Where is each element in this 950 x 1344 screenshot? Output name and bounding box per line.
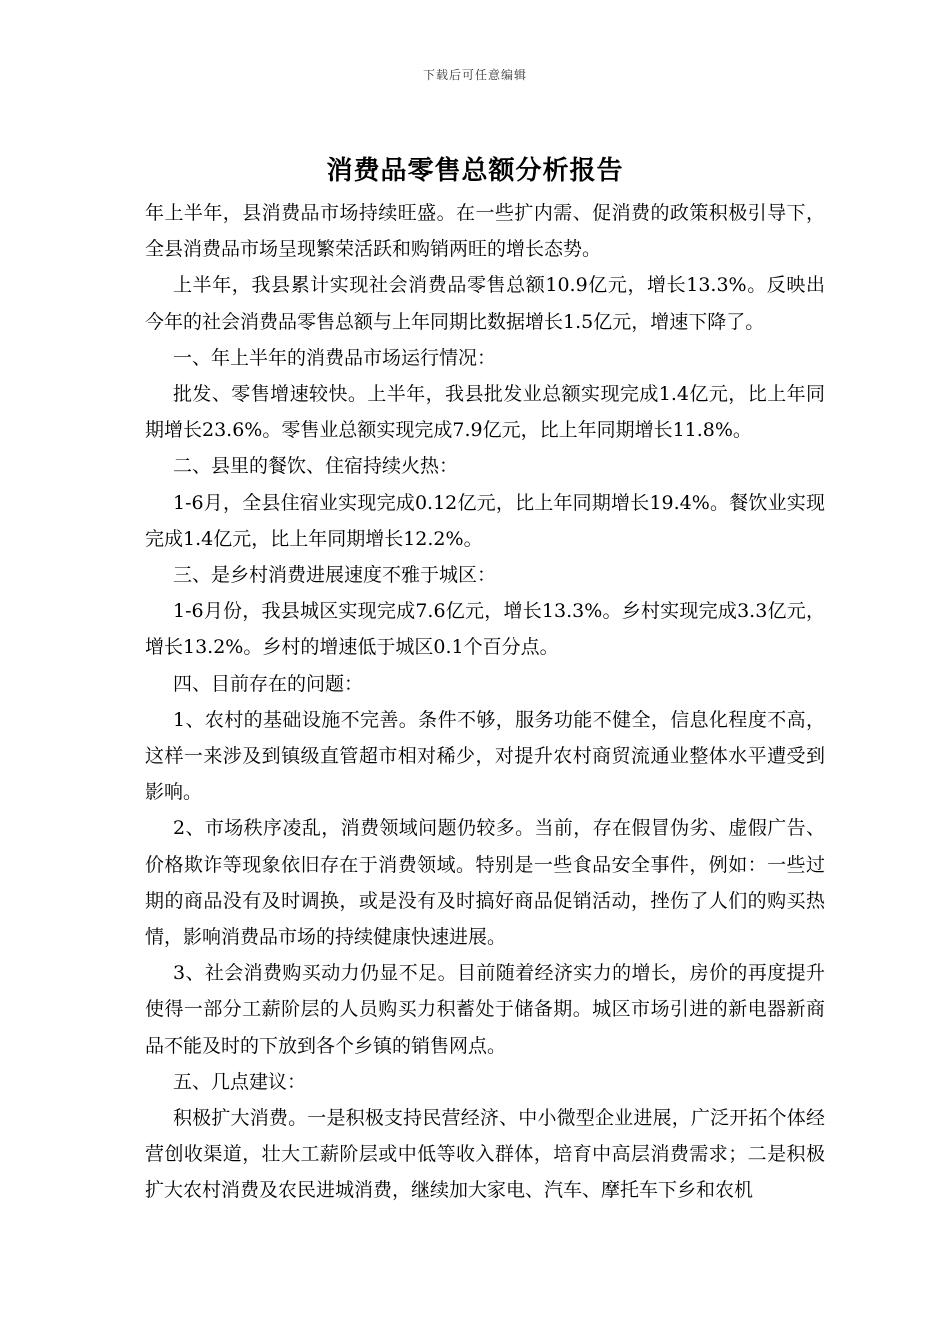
paragraph-intro: 年上半年，县消费品市场持续旺盛。在一些扩内需、促消费的政策积极引导下，全县消费品市场呈现繁荣活跃和购销两旺的增长态势。 — [145, 202, 825, 261]
paragraph-summary: 上半年，我县累计实现社会消费品零售总额10.9亿元，增长13.3%。反映出今年的社会消费品零售总额与上年同期比数据增长1.5亿元，增速下降了。 — [145, 274, 825, 333]
document-body — [145, 195, 825, 1209]
paragraph-suggestion: 积极扩大消费。一是积极支持民营经济、中小微型企业进展，广泛开拓个体经营创收渠道，壮大工薪阶层或中低等收入群体，培育中高层消费需求；二是积极扩大农村消费及农民进城消费，继续加大家电、汽车、摩托车下乡和农机 — [145, 1107, 825, 1202]
paragraph-problem-1: 1、农村的基础设施不完善。条件不够，服务功能不健全，信息化程度不高，这样一来涉及到镇级直管超市相对稀少，对提升农村商贸流通业整体水平遭受到影响。 — [145, 708, 825, 804]
paragraph-urban-rural: 1-6月份，我县城区实现完成7.6亿元，增长13.3%。乡村实现完成3.3亿元，增长13.2%。乡村的增速低于城区0.1个百分点。 — [145, 600, 825, 659]
paragraph-problem-2: 2、市场秩序凌乱，消费领域问题仍较多。当前，存在假冒伪劣、虚假广告、价格欺诈等现象依旧存在于消费领域。特别是一些食品安全事件，例如：一些过期的商品没有及时调换，或是没有及时搞好商品促销活动，挫伤了人们的购买热情，影响消费品市场的持续健康快速进展。 — [145, 817, 825, 949]
paragraph-catering-lodging: 1-6月，全县住宿业实现完成0.12亿元，比上年同期增长19.4%。餐饮业实现完成1.4亿元，比上年同期增长12.2%。 — [145, 491, 825, 550]
section-heading-2: 二、县里的餐饮、住宿持续火热： — [173, 455, 459, 478]
section-heading-5: 五、几点建议： — [173, 1070, 307, 1093]
section-heading-1: 一、年上半年的消费品市场运行情况： — [173, 346, 497, 369]
paragraph-problem-3: 3、社会消费购买动力仍显不足。目前随着经济实力的增长，房价的再度提升使得一部分工薪阶层的人员购买力积蓄处于储备期。城区市场引进的新电器新商品不能及时的下放到各个乡镇的销售网点。 — [145, 962, 825, 1057]
header-note: 下载后可任意编辑 — [422, 68, 527, 82]
document-title: 消费品零售总额分析报告 — [326, 156, 624, 186]
section-heading-3: 三、是乡村消费进展速度不雅于城区： — [173, 564, 497, 587]
section-heading-4: 四、目前存在的问题： — [173, 672, 364, 695]
paragraph-wholesale-retail: 批发、零售增速较快。上半年，我县批发业总额实现完成1.4亿元，比上年同期增长23.6%。零售业总额实现完成7.9亿元，比上年同期增长11.8%。 — [145, 383, 825, 442]
